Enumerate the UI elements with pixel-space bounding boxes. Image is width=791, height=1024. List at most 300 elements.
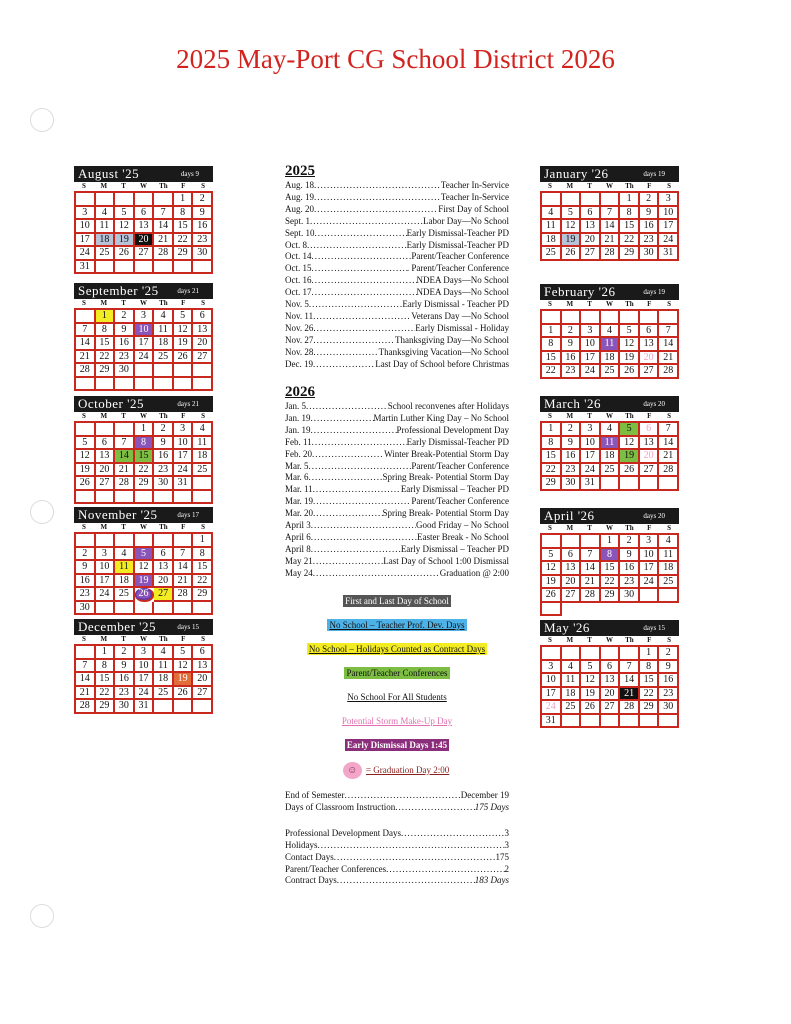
day-cell: 18 [154,673,174,687]
event-row [285,228,509,240]
event-row [285,401,509,413]
weekday-label: Th [159,299,168,307]
day-cell: 22 [620,234,640,248]
day-cell: 6 [193,310,213,324]
day-cell [135,193,155,207]
weekday-label: M [566,636,574,644]
weekday-label: Th [625,182,634,190]
day-cell: 12 [76,450,96,464]
punch-hole-top [30,108,54,132]
event-row [285,335,509,347]
day-cell: 10 [581,338,601,352]
day-cell [659,477,679,491]
weekday-label: T [587,300,592,308]
weekday-label: Th [159,182,168,190]
day-cell: 14 [601,220,621,234]
day-cell: 19 [562,234,582,248]
day-cell [562,647,582,661]
day-cell [76,423,96,437]
event-text: NDEA Days—No School [416,275,509,286]
event-date: Nov. 26 [285,322,314,333]
day-cell: 27 [581,247,601,261]
month-name: November '25 [78,507,158,522]
event-date: Feb. 20 [285,448,312,459]
day-cell: 16 [193,220,213,234]
weekday-label: W [139,182,147,190]
event-date: Aug. 18 [285,180,314,190]
day-cell: 5 [174,646,194,660]
month-header [540,508,679,524]
event-row [285,496,509,508]
day-cell: 31 [581,477,601,491]
summary-ptc: Parent/Teacher Conferences ..... 2 [285,864,509,876]
days-count: days 15 [643,624,665,632]
day-cell: 3 [135,646,155,660]
day-cell: 5 [115,207,135,221]
day-cell: 6 [96,437,116,451]
weekday-label: Th [159,635,168,643]
day-cell: 17 [659,220,679,234]
day-cell: 14 [76,337,96,351]
day-cell [115,378,135,392]
event-row [285,240,509,252]
day-cell: 9 [154,437,174,451]
event-row [285,251,509,263]
month-calendar [74,507,213,615]
day-cell: 10 [542,674,562,688]
day-cell: 19 [542,576,562,590]
weekday-label: S [667,524,672,532]
day-cell [193,261,213,275]
month-calendar [74,619,213,714]
month-header [74,396,213,412]
day-cell [659,311,679,325]
day-cell: 22 [542,464,562,478]
weekday-label: S [547,182,552,190]
event-date: Mar. 20 [285,508,313,519]
weekday-label: S [81,523,86,531]
day-cell: 19 [174,673,194,687]
day-cell [542,311,562,325]
day-cell: 20 [601,688,621,702]
event-row [285,556,509,568]
day-cell: 7 [115,437,135,451]
event-row [285,216,509,228]
event-date: Mar. 6 [285,472,309,483]
day-cell: 17 [640,562,660,576]
month-name: February '26 [544,284,616,299]
month-header [540,620,679,636]
event-date: Mar. 19 [285,496,313,507]
day-cell [640,477,660,491]
day-cell: 15 [96,673,116,687]
day-cell: 3 [96,548,116,562]
day-cell [601,647,621,661]
day-cell: 13 [193,660,213,674]
day-cell: 19 [115,234,135,248]
day-cell [96,534,116,548]
weekday-label: M [566,300,574,308]
day-cell: 26 [581,701,601,715]
day-cell: 19 [76,464,96,478]
event-row [285,311,509,323]
day-cell: 30 [76,602,96,616]
event-row [285,484,509,496]
days-count: days 20 [643,400,665,408]
year-2025-heading: 2025 [285,163,315,179]
day-cell: 24 [96,588,116,602]
day-cell: 6 [581,207,601,221]
day-cell [76,491,96,505]
day-cell: 16 [640,220,660,234]
day-cell: 14 [659,338,679,352]
day-cell [601,715,621,729]
day-cell: 1 [174,193,194,207]
day-cell: 7 [154,207,174,221]
day-cell: 3 [135,310,155,324]
day-cell: 13 [193,324,213,338]
day-cell: 3 [581,423,601,437]
weekday-label: S [81,182,86,190]
weekday-label: S [667,300,672,308]
day-cell [193,700,213,714]
day-cell: 22 [96,351,116,365]
day-cell: 31 [76,261,96,275]
day-cell [640,311,660,325]
day-cell [542,193,562,207]
day-cell: 15 [96,337,116,351]
day-cell: 31 [174,477,194,491]
month-calendar [540,620,679,728]
weekday-label: T [121,635,126,643]
day-cell: 29 [193,588,213,602]
day-cell [96,193,116,207]
day-cell: 1 [96,646,116,660]
day-cell [154,700,174,714]
day-cell: 16 [562,352,582,366]
weekday-label: S [667,412,672,420]
summary-pd: Professional Development Days ..... 3 [285,828,509,840]
day-grid [74,644,213,714]
day-cell [659,589,679,603]
day-cell: 27 [135,247,155,261]
day-cell: 14 [115,450,135,464]
day-cell: 14 [620,674,640,688]
month-calendar [540,284,679,379]
day-cell: 16 [659,674,679,688]
event-row [285,275,509,287]
day-cell [174,700,194,714]
day-cell: 20 [154,575,174,589]
days-count: days 20 [643,512,665,520]
day-cell [135,491,155,505]
weekday-label: F [647,300,652,308]
day-cell [135,364,155,378]
day-cell [174,364,194,378]
day-cell: 29 [620,247,640,261]
day-cell: 6 [601,661,621,675]
event-text: Thanksgiving Day—No School [395,334,509,345]
day-cell [115,193,135,207]
day-cell: 13 [640,437,660,451]
events-2026 [285,384,509,580]
day-cell: 24 [581,365,601,379]
day-cell: 26 [76,477,96,491]
legend-teacher-pd: No School – Teacher Prof. Dev. Days [329,620,465,630]
punch-hole-middle [30,500,54,524]
day-cell: 11 [193,437,213,451]
day-cell: 18 [154,337,174,351]
day-cell: 28 [174,588,194,602]
weekday-label: S [201,299,206,307]
day-cell: 25 [193,464,213,478]
day-cell: 8 [601,549,621,563]
day-cell: 22 [96,687,116,701]
weekday-label: S [547,412,552,420]
event-text: Professional Development Day [396,424,509,435]
day-cell [154,602,174,616]
day-cell [115,423,135,437]
event-date: Oct. 8 [285,239,307,250]
day-cell: 18 [601,352,621,366]
event-text: Parent/Teacher Conference [411,496,509,507]
day-cell: 25 [154,351,174,365]
event-date: April 6 [285,531,311,542]
day-cell: 18 [659,562,679,576]
day-cell: 20 [193,337,213,351]
day-cell: 16 [562,450,582,464]
day-cell: 14 [174,561,194,575]
event-date: Dec. 19 [285,358,313,369]
day-cell: 31 [659,247,679,261]
day-cell: 4 [601,325,621,339]
day-cell: 4 [115,548,135,562]
weekday-label: F [181,635,186,643]
weekday-label: M [100,523,108,531]
event-row [285,299,509,311]
day-cell: 24 [135,687,155,701]
day-cell: 30 [562,477,582,491]
day-cell: 22 [640,688,660,702]
day-cell: 1 [96,310,116,324]
event-row [285,520,509,532]
day-cell: 16 [620,562,640,576]
weekday-label: T [121,523,126,531]
day-cell: 4 [96,207,116,221]
day-cell: 14 [659,437,679,451]
day-cell: 16 [115,337,135,351]
days-count: days 21 [177,400,199,408]
day-cell: 2 [115,310,135,324]
day-cell: 10 [135,660,155,674]
day-cell: 22 [174,234,194,248]
day-cell: 26 [174,351,194,365]
day-cell [135,378,155,392]
weekday-label: W [139,635,147,643]
year-2026-heading: 2026 [285,384,315,400]
day-cell: 10 [174,437,194,451]
day-cell: 29 [640,701,660,715]
day-cell: 9 [115,324,135,338]
day-cell: 14 [581,562,601,576]
month-header [540,284,679,300]
weekday-label: S [81,412,86,420]
event-date: Aug. 19 [285,191,314,202]
day-cell: 28 [659,464,679,478]
event-text: Good Friday – No School [416,520,509,531]
weekday-label: Th [625,412,634,420]
day-cell [115,491,135,505]
day-cell: 8 [193,548,213,562]
day-cell: 2 [193,193,213,207]
day-cell: 12 [620,338,640,352]
day-cell: 23 [620,576,640,590]
day-cell: 3 [659,193,679,207]
day-cell: 11 [659,549,679,563]
weekday-label: S [547,300,552,308]
weekday-label: S [81,635,86,643]
days-count: days 19 [643,288,665,296]
day-cell [601,311,621,325]
day-cell: 9 [76,561,96,575]
event-row [285,508,509,520]
day-cell: 7 [601,207,621,221]
day-cell: 15 [620,220,640,234]
event-text: First Day of School [438,203,509,214]
day-cell [174,534,194,548]
weekday-label: W [139,412,147,420]
month-calendar [540,396,679,491]
day-cell: 8 [542,437,562,451]
day-cell: 27 [193,687,213,701]
event-date: Nov. 27 [285,334,314,345]
day-cell: 11 [96,220,116,234]
event-date: Jan. 19 [285,424,311,435]
day-cell: 15 [542,352,562,366]
day-cell: 7 [659,325,679,339]
day-cell: 11 [154,324,174,338]
event-row [285,425,509,437]
day-cell: 27 [640,464,660,478]
event-text: Martin Luther King Day – No School [373,412,509,423]
day-cell: 11 [154,660,174,674]
day-cell: 27 [562,589,582,603]
weekday-label: S [201,412,206,420]
day-cell [174,378,194,392]
event-text: Early Dismissal-Teacher PD [406,227,509,238]
legend-storm: Potential Storm Make-Up Day [341,716,453,726]
day-cell: 9 [115,660,135,674]
event-date: Sept. 10 [285,227,315,238]
weekday-label: T [121,299,126,307]
event-date: Jan. 5 [285,401,306,411]
day-cell: 18 [542,234,562,248]
day-cell: 15 [193,561,213,575]
month-calendar [540,166,679,261]
day-cell: 21 [581,576,601,590]
day-cell: 12 [581,674,601,688]
weekday-label: W [605,300,613,308]
day-cell: 21 [659,352,679,366]
day-grid [540,533,679,616]
day-cell: 27 [193,351,213,365]
event-date: Mar. 11 [285,484,313,495]
day-cell [562,193,582,207]
day-cell [154,261,174,275]
day-cell [620,477,640,491]
day-cell [135,534,155,548]
day-cell: 24 [174,464,194,478]
day-cell: 24 [640,576,660,590]
day-cell: 17 [581,450,601,464]
event-row [285,461,509,473]
day-cell [542,647,562,661]
day-cell: 26 [620,365,640,379]
month-calendar [74,166,213,274]
event-row [285,544,509,556]
day-cell: 16 [154,450,174,464]
days-count: days 17 [177,511,199,519]
month-header [74,507,213,523]
day-cell: 6 [193,646,213,660]
month-name: October '25 [78,396,144,411]
day-cell: 28 [659,365,679,379]
day-cell: 31 [135,700,155,714]
day-cell [174,491,194,505]
weekday-row [74,635,213,644]
weekday-label: S [201,635,206,643]
day-cell: 20 [581,234,601,248]
event-text: School reconvenes after Holidays [387,401,509,411]
legend-holidays: No School – Holidays Counted as Contract Days [308,644,486,654]
day-cell: 1 [640,647,660,661]
weekday-label: W [605,524,613,532]
day-cell: 2 [659,647,679,661]
day-cell: 3 [640,535,660,549]
event-row [285,449,509,461]
day-cell [581,535,601,549]
month-header [74,283,213,299]
event-row [285,413,509,425]
weekday-label: Th [159,412,168,420]
day-cell: 28 [76,700,96,714]
day-cell [581,311,601,325]
day-cell: 13 [96,450,116,464]
month-header [540,166,679,182]
day-cell: 29 [542,477,562,491]
day-cell: 21 [659,450,679,464]
day-cell: 7 [620,661,640,675]
day-cell: 27 [601,701,621,715]
day-cell: 7 [76,324,96,338]
day-cell [562,715,582,729]
day-cell: 26 [115,247,135,261]
day-cell [96,423,116,437]
event-row [285,568,509,580]
weekday-label: W [139,523,147,531]
summary-semester: End of Semester ..... December 19 [285,790,509,802]
day-cell [115,602,135,616]
day-cell: 30 [115,700,135,714]
day-cell: 5 [135,548,155,562]
summary-instruction: Days of Classroom Instruction ..... 175 Days [285,802,509,814]
day-cell: 9 [562,338,582,352]
day-cell: 16 [76,575,96,589]
day-cell: 2 [640,193,660,207]
event-row [285,180,509,192]
day-cell: 21 [154,234,174,248]
event-text: Teacher In-Service [440,191,509,202]
